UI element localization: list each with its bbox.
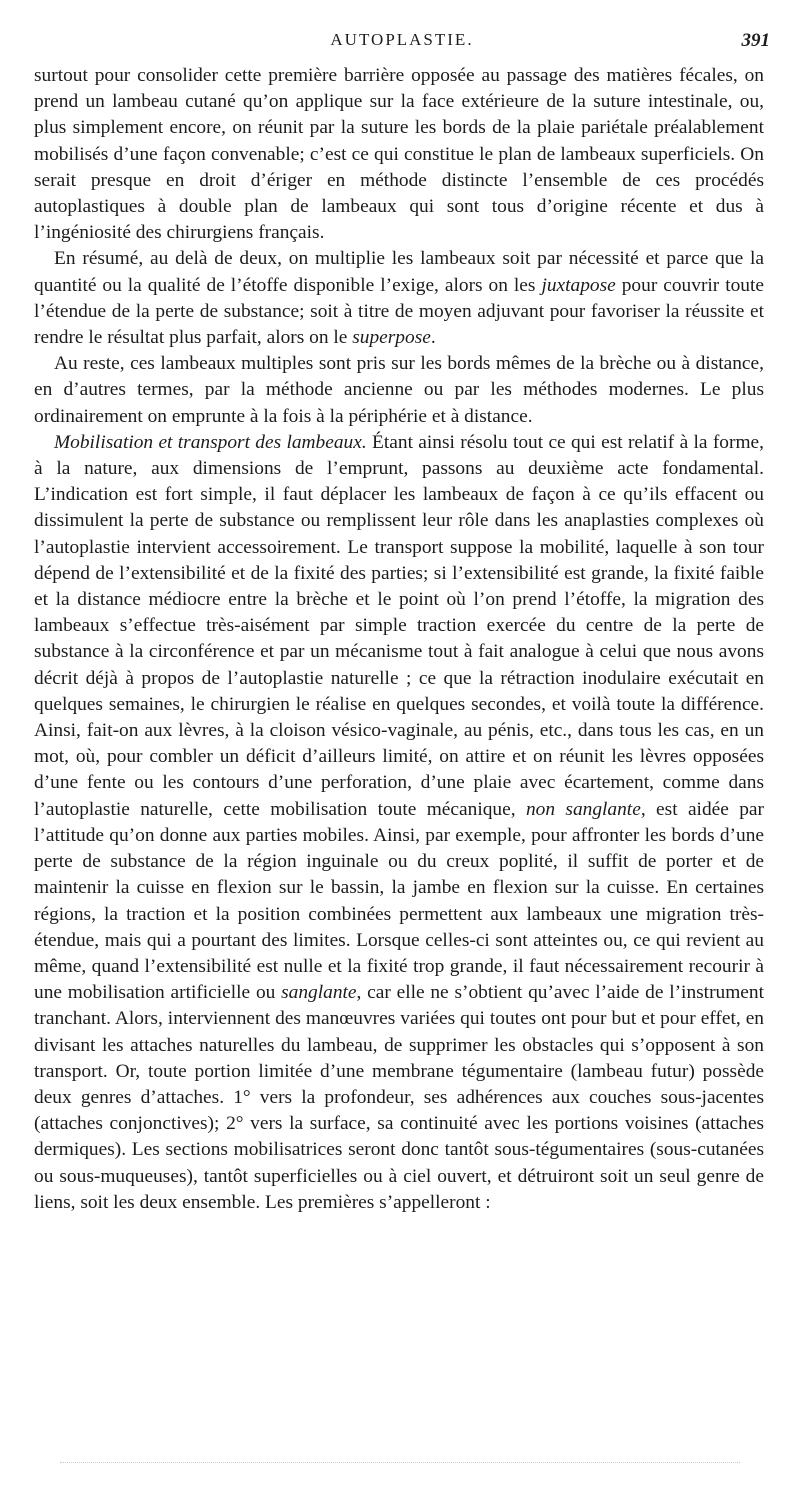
paragraph-continuation <box>34 63 764 246</box>
paragraph-text: , est aidée par l’attitude qu’on donne aux parties mobiles. Ainsi, par exemple, pour affronter les bords d’une perte de substance de la région inguinale ou du creux poplité, il suffit de porter et de maintenir la cuisse en flexion sur le bassin, la jambe en flexion sur la cuisse. En certaines régions, la traction et la position combinées permettent aux lambeaux une migration très-étendue, mais qui a pourtant des limites. Lorsque celles-ci sont atteintes ou, ce qui revient au même, quand l’extensibilité est nulle et la fixité trop grande, il faut nécessairement recourir à une mobilisation artificielle ou <box>34 798 764 1004</box>
italic-term-sanglante: sanglante <box>281 982 357 1004</box>
paragraph-text: surtout pour consolider cette première barrière opposée au passage des matières fécales, on prend un lambeau cutané qu’on applique sur la face extérieure de la suture intestinale, ou, plus simplement encore, on réunit par la suture les bords de la plaie pariétale préalablement mobilisés d’une façon convenable; c’est ce qui constitue le plan de lambeaux superficiels. On serait presque en droit d’ériger en méthode distincte l’ensemble de ces procédés autoplastiques à double plan de lambeaux qui sont tous d’origine récente et dus à l’ingéniosité des chirurgiens français. <box>34 65 764 244</box>
running-title: AUTOPLASTIE. <box>330 30 474 49</box>
page-header <box>34 30 770 56</box>
paragraph-text: Étant ainsi résolu tout ce qui est relatif à la forme, à la nature, aux dimensions de l’emprunt, passons au deuxième acte fondamental. L’indication est fort simple, il faut déplacer les lambeaux de façon à ce qu’ils effacent ou dissimulent la perte de substance ou remplissent leur rôle dans les anaplasties complexes où l’autoplastie intervient accessoirement. Le transport suppose la mobilité, laquelle à son tour dépend de l’extensibilité et de la fixité des parties; si l’extensibilité est grande, la fixité faible et la distance médiocre entre la brèche et le point où l’on prend l’étoffe, la migration des lambeaux s’effectue très-aisément par simple traction exercée du centre de la perte de substance à la circonférence et par un mécanisme tout à fait analogue à celui que nous avons décrit déjà à propos de l’autoplastie naturelle ; ce que la rétraction inodulaire exécutait en quelques semaines, le chirurgien le réalise en quelques secondes, et voilà toute la différence. Ainsi, fait-on aux lèvres, à la cloison vésico-vaginale, au pénis, etc., dans tous les cas, en un mot, où, pour combler un déficit d’ailleurs limité, on attire et on réunit les lèvres opposées d’une fente ou les contours d’une perforation, d’une plaie avec écartement, comme dans l’autoplastie naturelle, cette mobilisation toute mécanique, <box>34 431 764 820</box>
paragraph-text: . <box>430 327 436 349</box>
paragraph-text: Au reste, ces lambeaux multiples sont pris sur les bords mêmes de la brèche ou à distance, en d’autres termes, par la méthode ancienne ou par les méthodes modernes. Le plus ordinairement on emprunte à la fois à la périphérie et à distance. <box>34 353 764 427</box>
section-heading: Mobilisation et transport des lambeaux. <box>54 431 367 453</box>
page-number: 391 <box>741 30 770 51</box>
paragraph-text: pour couvrir toute l’étendue de la perte de substance; soit à titre de moyen adjuvant pour favoriser la réussite et rendre le résultat plus parfait, alors on le <box>34 274 764 349</box>
paragraph-text: En résumé, au delà de deux, on multiplie les lambeaux soit par nécessité et parce que la quantité ou la qualité de l’étoffe disponible l’exige, alors on les <box>34 248 764 296</box>
italic-term-juxtapose: juxtapose <box>541 274 616 296</box>
body-text <box>34 63 764 1216</box>
footer-dotted-marks <box>60 1462 740 1467</box>
paragraph-au-reste <box>34 351 764 430</box>
paragraph-text: , car elle ne s’obtient qu’avec l’aide de l’instrument tranchant. Alors, interviennent des manœuvres variées qui toutes ont pour but et pour effet, en divisant les attaches naturelles du lambeau, de supprimer les obstacles qui s’opposent à son transport. Or, toute portion limitée d’une membrane tégumentaire (lambeau futur) possède deux genres d’attaches. 1° vers la profondeur, ses adhérences aux couches sous-jacentes (attaches conjonctives); 2° vers la surface, sa continuité avec les portions voisines (attaches dermiques). Les sections mobilisatrices seront donc tantôt sous-tégumentaires (sous-cutanées ou sous-muqueuses), tantôt superficielles ou à ciel ouvert, et détruiront soit un seul genre de liens, soit les deux ensemble. Les premières s’appelleront : <box>34 982 764 1213</box>
italic-term-non-sanglante: non sanglante <box>525 798 641 820</box>
italic-term-superpose: superpose <box>352 327 431 349</box>
paragraph-mobilisation <box>34 430 764 1216</box>
paragraph-summary <box>34 246 764 351</box>
